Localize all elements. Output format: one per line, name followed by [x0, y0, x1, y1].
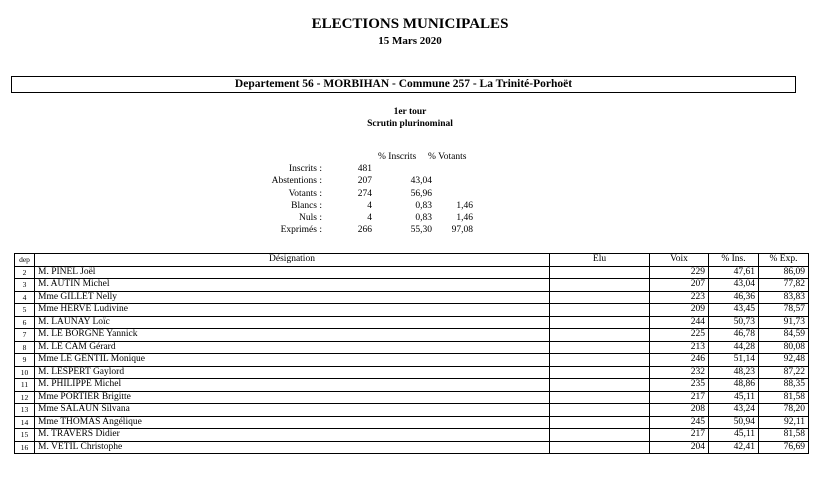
cell-voix: 217	[650, 429, 709, 442]
table-row	[15, 429, 809, 442]
cell-elu	[550, 429, 650, 442]
stats-pct-votants: 1,46	[456, 212, 473, 223]
cell-pct-ins: 46,36	[709, 291, 759, 304]
cell-voix: 217	[650, 391, 709, 404]
cell-designation: M. TRAVERS Didier	[35, 429, 550, 442]
scrutin-label: Scrutin plurinominal	[367, 119, 453, 129]
cell-dep: 14	[15, 416, 35, 429]
stats-label: Votants :	[288, 188, 322, 199]
col-header-voix: Voix	[650, 254, 709, 267]
cell-dep: 6	[15, 316, 35, 329]
cell-designation: M. LESPERT Gaylord	[35, 366, 550, 379]
cell-elu	[550, 304, 650, 317]
cell-pct-ins: 48,86	[709, 379, 759, 392]
stats-value: 274	[357, 188, 372, 199]
col-header-pct-exp: % Exp.	[759, 254, 809, 267]
cell-dep: 5	[15, 304, 35, 317]
cell-pct-exp: 81,58	[759, 391, 809, 404]
cell-elu	[550, 291, 650, 304]
table-row	[15, 416, 809, 429]
tour-label: 1er tour	[393, 107, 427, 117]
cell-designation: Mme PORTIER Brigitte	[35, 391, 550, 404]
cell-voix: 235	[650, 379, 709, 392]
cell-dep: 10	[15, 366, 35, 379]
cell-elu	[550, 266, 650, 279]
commune-banner: Departement 56 - MORBIHAN - Commune 257 - La Trinité-Porhoët	[11, 76, 796, 93]
cell-dep: 2	[15, 266, 35, 279]
table-row	[15, 391, 809, 404]
cell-designation: M. LE CAM Gérard	[35, 341, 550, 354]
cell-elu	[550, 316, 650, 329]
cell-voix: 204	[650, 441, 709, 454]
cell-pct-ins: 48,23	[709, 366, 759, 379]
cell-pct-exp: 80,08	[759, 341, 809, 354]
stats-header-pct-inscrits: % Inscrits	[378, 152, 417, 162]
cell-elu	[550, 329, 650, 342]
cell-elu	[550, 416, 650, 429]
cell-designation: M. LAUNAY Loïc	[35, 316, 550, 329]
cell-pct-exp: 87,22	[759, 366, 809, 379]
cell-pct-ins: 43,04	[709, 279, 759, 292]
cell-voix: 223	[650, 291, 709, 304]
cell-elu	[550, 354, 650, 367]
cell-pct-ins: 42,41	[709, 441, 759, 454]
cell-elu	[550, 441, 650, 454]
cell-pct-exp: 84,59	[759, 329, 809, 342]
cell-designation: M. AUTIN Michel	[35, 279, 550, 292]
cell-voix: 229	[650, 266, 709, 279]
cell-voix: 208	[650, 404, 709, 417]
cell-elu	[550, 391, 650, 404]
col-header-pct-ins: % Ins.	[709, 254, 759, 267]
col-header-dep: dep	[15, 254, 35, 267]
cell-pct-ins: 44,28	[709, 341, 759, 354]
table-row	[15, 366, 809, 379]
cell-designation: M. LE BORGNE Yannick	[35, 329, 550, 342]
cell-dep: 7	[15, 329, 35, 342]
cell-pct-exp: 92,11	[759, 416, 809, 429]
cell-pct-exp: 78,57	[759, 304, 809, 317]
cell-dep: 4	[15, 291, 35, 304]
table-row	[15, 316, 809, 329]
stats-value: 266	[357, 225, 372, 236]
cell-pct-exp: 76,69	[759, 441, 809, 454]
cell-dep: 12	[15, 391, 35, 404]
cell-dep: 16	[15, 441, 35, 454]
cell-pct-exp: 91,73	[759, 316, 809, 329]
stats-label: Exprimés :	[280, 225, 322, 236]
stats-pct-inscrits: 0,83	[415, 200, 432, 211]
cell-dep: 13	[15, 404, 35, 417]
cell-elu	[550, 404, 650, 417]
cell-pct-ins: 45,11	[709, 429, 759, 442]
cell-pct-ins: 50,94	[709, 416, 759, 429]
page-title: ELECTIONS MUNICIPALES	[311, 16, 509, 32]
cell-voix: 207	[650, 279, 709, 292]
election-date: 15 Mars 2020	[378, 35, 442, 47]
table-row	[15, 341, 809, 354]
cell-designation: M. PINEL Joël	[35, 266, 550, 279]
cell-voix: 232	[650, 366, 709, 379]
stats-label: Abstentions :	[271, 176, 322, 187]
stats-value: 4	[367, 200, 372, 211]
table-header-row	[15, 254, 809, 267]
cell-pct-ins: 45,11	[709, 391, 759, 404]
cell-elu	[550, 366, 650, 379]
col-header-designation: Désignation	[35, 254, 550, 267]
cell-pct-exp: 78,20	[759, 404, 809, 417]
table-row	[15, 279, 809, 292]
cell-voix: 209	[650, 304, 709, 317]
cell-elu	[550, 379, 650, 392]
stats-label: Blancs :	[291, 200, 322, 211]
stats-pct-inscrits: 0,83	[415, 212, 432, 223]
cell-pct-ins: 47,61	[709, 266, 759, 279]
cell-voix: 245	[650, 416, 709, 429]
stats-label: Inscrits :	[289, 164, 322, 175]
cell-pct-exp: 88,35	[759, 379, 809, 392]
col-header-elu: Elu	[550, 254, 650, 267]
stats-value: 4	[367, 212, 372, 223]
stats-pct-inscrits: 55,30	[410, 225, 432, 236]
cell-elu	[550, 279, 650, 292]
cell-pct-ins: 51,14	[709, 354, 759, 367]
stats-value: 481	[357, 164, 372, 175]
cell-pct-ins: 50,73	[709, 316, 759, 329]
cell-designation: Mme LE GENTIL Monique	[35, 354, 550, 367]
cell-elu	[550, 341, 650, 354]
stats-pct-inscrits: 56,96	[410, 188, 432, 199]
cell-voix: 213	[650, 341, 709, 354]
table-row	[15, 404, 809, 417]
cell-dep: 11	[15, 379, 35, 392]
cell-designation: Mme SALAUN Silvana	[35, 404, 550, 417]
stats-value: 207	[357, 176, 372, 187]
stats-pct-votants: 1,46	[456, 200, 473, 211]
cell-designation: M. PHILIPPE Michel	[35, 379, 550, 392]
table-row	[15, 304, 809, 317]
cell-pct-ins: 43,24	[709, 404, 759, 417]
table-row	[15, 379, 809, 392]
cell-pct-ins: 46,78	[709, 329, 759, 342]
results-body	[15, 266, 809, 454]
cell-pct-exp: 77,82	[759, 279, 809, 292]
cell-pct-exp: 81,58	[759, 429, 809, 442]
table-row	[15, 329, 809, 342]
stats-header-pct-votants: % Votants	[428, 152, 467, 162]
table-row	[15, 266, 809, 279]
cell-pct-exp: 86,09	[759, 266, 809, 279]
cell-designation: Mme GILLET Nelly	[35, 291, 550, 304]
cell-dep: 3	[15, 279, 35, 292]
cell-voix: 246	[650, 354, 709, 367]
cell-designation: Mme HERVÉ Ludivine	[35, 304, 550, 317]
cell-voix: 225	[650, 329, 709, 342]
cell-designation: Mme THOMAS Angélique	[35, 416, 550, 429]
cell-voix: 244	[650, 316, 709, 329]
stats-pct-inscrits: 43,04	[410, 176, 432, 187]
cell-pct-exp: 83,83	[759, 291, 809, 304]
stats-pct-votants: 97,08	[451, 225, 473, 236]
table-row	[15, 291, 809, 304]
table-row	[15, 441, 809, 454]
cell-pct-ins: 43,45	[709, 304, 759, 317]
cell-pct-exp: 92,48	[759, 354, 809, 367]
cell-dep: 8	[15, 341, 35, 354]
cell-designation: M. VETIL Christophe	[35, 441, 550, 454]
table-row	[15, 354, 809, 367]
results-table	[14, 253, 809, 454]
stats-label: Nuls :	[299, 212, 322, 223]
cell-dep: 15	[15, 429, 35, 442]
cell-dep: 9	[15, 354, 35, 367]
